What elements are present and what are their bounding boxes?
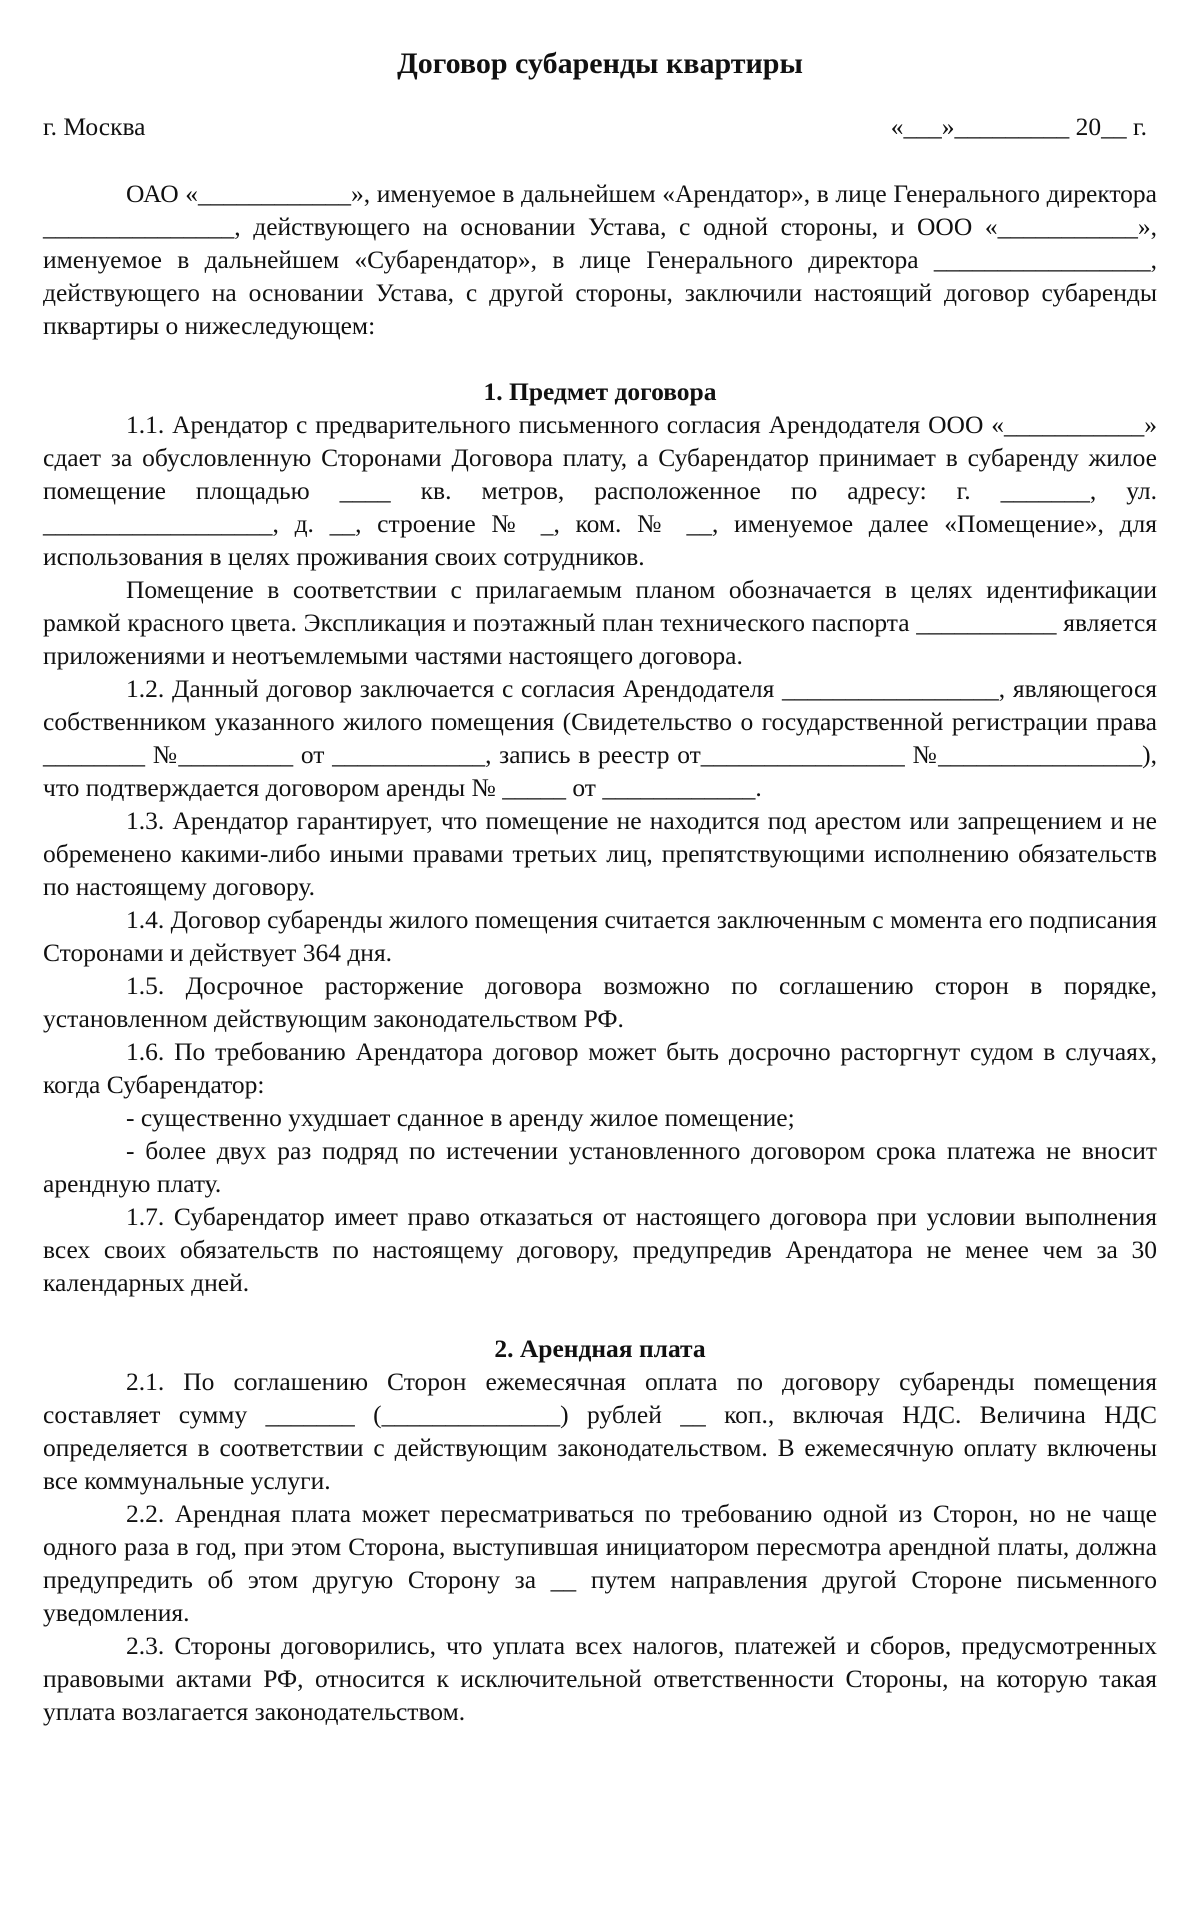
clause-2-2: 2.2. Арендная плата может пересматриваться по требованию одной из Сторон, но не чаще одного раза в год, при этом Сторона, выступившая инициатором пересмотра арендной платы, должна предупредить об этом другую Сторону за __ путем направления другой Стороне письменного уведомления. (43, 1499, 1157, 1627)
clause-1-6-item: - более двух раз подряд по истечении установленного договором срока платежа не вносит арендную плату. (43, 1136, 1157, 1198)
contract-date: «___»_________ 20__ г. (890, 112, 1147, 141)
clause-2-1: 2.1. По соглашению Сторон ежемесячная оплата по договору субаренды помещения составляет сумму _______ (______________) рублей __ коп., включая НДС. Величина НДС определяется в соответствии с действующим законодательством. В ежемесячную оплату включены все коммунальные услуги. (43, 1367, 1157, 1495)
clause-2-3: 2.3. Стороны договорились, что уплата всех налогов, платежей и сборов, предусмотренных правовыми актами РФ, относится к исключительной ответственности Стороны, на которую такая уплата возлагается законодательством. (43, 1631, 1157, 1726)
clause-1-2: 1.2. Данный договор заключается с согласия Арендодателя _________________, являющегося собственником указанного жилого помещения (Свидетельство о государственной регистрации права ________ №_________ от ____________, запись в реестр от________________ №________________), что подтверждается договором аренды № _____ от ____________. (43, 674, 1157, 802)
clause-1-6: 1.6. По требованию Арендатора договор может быть досрочно расторгнут судом в случаях, когда Субарендатор: (43, 1037, 1157, 1099)
city: г. Москва (43, 112, 146, 141)
place-date-row (43, 110, 1157, 143)
clause-1-6-item: - существенно ухудшает сданное в аренду жилое помещение; (126, 1103, 795, 1132)
section-heading-subject: 1. Предмет договора (483, 377, 717, 406)
spacer (43, 342, 1157, 375)
clause-1-4: 1.4. Договор субаренды жилого помещения считается заключенным с момента его подписания Сторонами и действует 364 дня. (43, 905, 1157, 967)
section-heading-rent: 2. Арендная плата (494, 1334, 706, 1363)
clause-1-3: 1.3. Арендатор гарантирует, что помещение не находится под арестом или запрещением и не обременено какими-либо иными правами третьих лиц, препятствующими исполнению обязательств по настоящему договору. (43, 806, 1157, 901)
clause-1-7: 1.7. Субарендатор имеет право отказаться от настоящего договора при условии выполнения всех своих обязательств по настоящему договору, предупредив Арендатора не менее чем за 30 календарных дней. (43, 1202, 1157, 1297)
clause-1-1-plan: Помещение в соответствии с прилагаемым планом обозначается в целях идентификации рамкой красного цвета. Экспликация и поэтажный план технического паспорта ___________ является приложениями и неотъемлемыми частями настоящего договора. (43, 575, 1157, 670)
spacer (43, 1299, 1157, 1332)
clause-1-1: 1.1. Арендатор с предварительного письменного согласия Арендодателя ООО «___________» сдает за обусловленную Сторонами Договора плату, а Субарендатор принимает в субаренду жилое помещение площадью ____ кв. метров, расположенное по адресу: г. _______, ул. __________________, д. __, строение № _, ком. № __, именуемое далее «Помещение», для использования в целях проживания своих сотрудников. (43, 410, 1157, 571)
preamble: ОАО «____________», именуемое в дальнейшем «Арендатор», в лице Генерального директора _______________, действующего на основании Устава, с одной стороны, и ООО «___________», именуемое в дальнейшем «Субарендатор», в лице Генерального директора _________________, действующего на основании Устава, с другой стороны, заключили настоящий договор субаренды пквартиры о нижеследующем: (43, 179, 1157, 340)
document-title: Договор субаренды квартиры (397, 47, 803, 80)
clause-1-5: 1.5. Досрочное расторжение договора возможно по соглашению сторон в порядке, установленном действующим законодательством РФ. (43, 971, 1157, 1033)
